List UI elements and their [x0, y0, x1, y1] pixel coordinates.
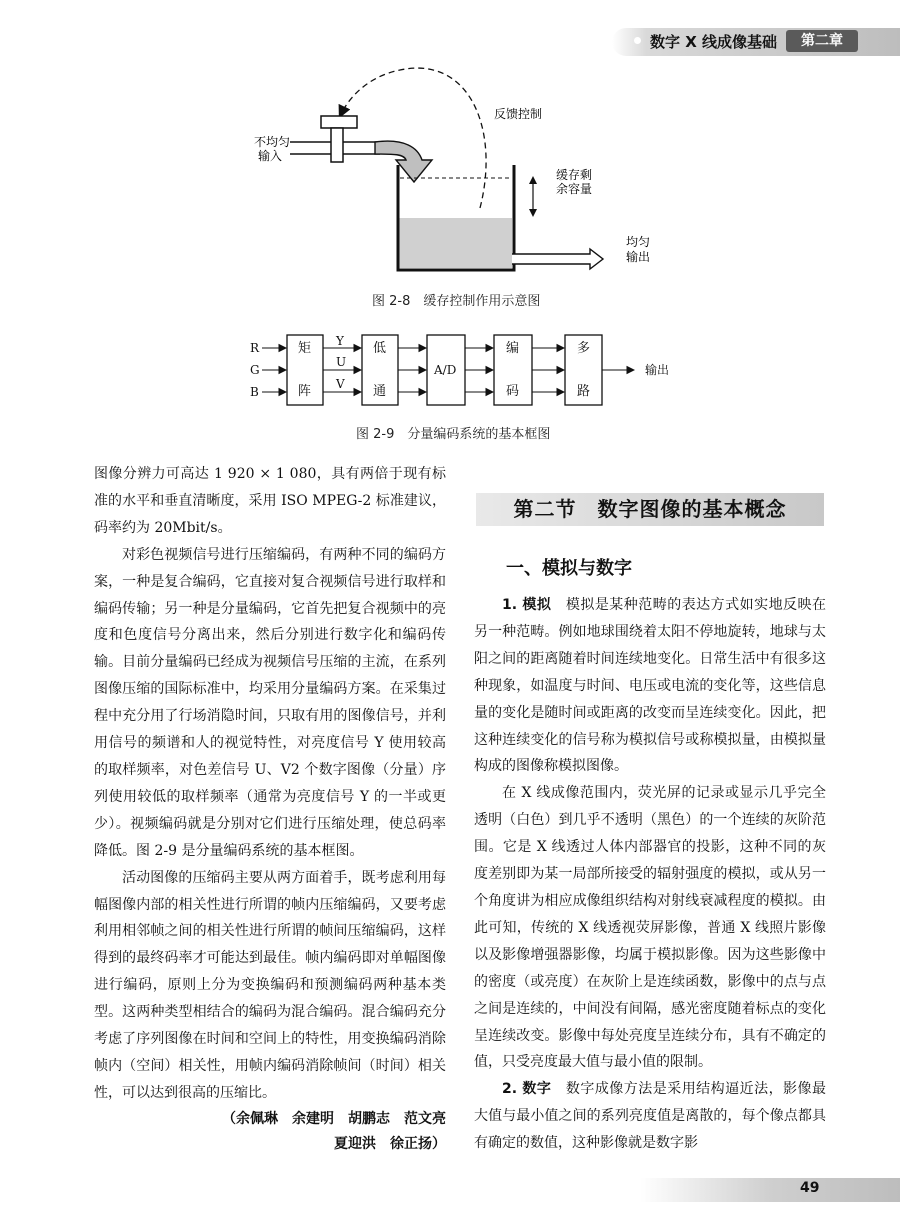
section-title: 第二节 数字图像的基本概念	[476, 493, 824, 526]
fig28-label-input-2: 输入	[258, 149, 283, 163]
right-paragraph-analog	[474, 592, 826, 780]
figure-2-9-block-diagram	[0, 330, 900, 410]
fig28-label-input-1: 不均匀	[254, 135, 291, 149]
fig29-block-encode-2: 码	[506, 384, 520, 399]
subsection-title: 一、模拟与数字	[506, 558, 632, 579]
fig29-block-lowpass-1: 低	[373, 341, 387, 356]
page-number-band	[640, 1178, 900, 1202]
fig29-signal-u: U	[336, 355, 347, 369]
fig28-label-output-2: 输出	[626, 250, 651, 264]
right-column	[474, 592, 826, 1157]
fig28-label-output-1: 均匀	[626, 235, 651, 249]
fig28-label-buffer-1: 缓存剩	[556, 168, 593, 182]
fig29-input-b: B	[250, 385, 259, 399]
fig28-label-buffer-2: 余容量	[556, 182, 593, 196]
digital-heading: 2. 数字	[502, 1081, 552, 1098]
chapter-badge: 第二章	[786, 30, 858, 52]
fig29-input-r: R	[250, 341, 260, 355]
fig28-label-feedback: 反馈控制	[494, 107, 543, 121]
fig29-signal-v: V	[336, 377, 345, 391]
fig29-block-mux-1: 多	[577, 341, 591, 356]
analog-text: 模拟是某种范畴的表达方式如实地反映在另一种范畴。例如地球围绕着太阳不停地旋转，地球与太阳之间的距离随着时间连续地变化。日常生活中有很多这种现象，如温度与时间、电压或电流的变化等，这些信息量的变化是随时间或距离的改变而呈连续变化。因此，把这种连续变化的信号称为模拟信号或称模拟量，由模拟量构成的图像称模拟图像。	[474, 597, 827, 775]
left-paragraph-2: 对彩色视频信号进行压缩编码，有两种不同的编码方案，一种是复合编码，它直接对复合视频信号进行取样和编码传输；另一种是分量编码，它首先把复合视频中的亮度和色度信号分离出来，然后分别进行数字化和编码传输。目前分量编码已经成为视频信号压缩的主流，在系列图像压缩的国际标准中，均采用分量编码方案。在采集过程中充分用了行场消隐时间，只取有用的图像信号，并利用信号的频谱和人的视觉特性，对亮度信号 Y 使用较高的取样频率，对色差信号 U、V2 个数字图像（分量）序列使用较低的取样频率（通常为亮度信号 Y 的一半或更少）。视频编码就是分别对它们进行压缩处理，使总码率降低。图 2-9 是分量编码系统的基本框图。	[94, 546, 446, 859]
right-paragraph-digital	[474, 1076, 826, 1157]
analog-heading: 1. 模拟	[502, 597, 552, 613]
fig29-block-mux-2: 路	[577, 384, 591, 399]
fig29-signal-y: Y	[336, 334, 344, 348]
authors-line-1: （余佩琳 余建明 胡鹏志 范文亮	[222, 1110, 446, 1127]
left-paragraph-3: 活动图像的压缩码主要从两方面着手，既考虑利用每幅图像内部的相关性进行所谓的帧内压缩编码，又要考虑利用相邻帧之间的相关性进行所谓的帧间压缩编码，这样得到的最终码率才可能达到最佳。帧内编码即对单幅图像进行编码，原则上分为变换编码和预测编码两种基本类型。这两种类型相结合的编码为混合编码。混合编码充分考虑了序列图像在时间和空间上的特性，用变换编码消除帧内（空间）相关性，用帧内编码消除帧间（时间）相关性，可以达到很高的压缩比。	[94, 869, 446, 1101]
left-column	[94, 461, 446, 1157]
digital-text: 数字成像方法是采用结构逼近法，影像最大值与最小值之间的系列亮度值是离散的，每个像点都具有确定的数值，这种影像就是数字影	[474, 1081, 827, 1152]
fig29-block-matrix-1: 矩	[298, 341, 312, 356]
fig29-block-encode-1: 编	[506, 341, 520, 356]
left-paragraph-1: 图像分辨力可高达 1 920 × 1 080，具有两倍于现有标准的水平和垂直清晰度，采用 ISO MPEG-2 标准建议，码率约为 20Mbit/s。	[94, 466, 446, 536]
figure-2-8-caption: 图 2-8 缓存控制作用示意图	[372, 294, 541, 309]
figure-2-9-caption: 图 2-9 分量编码系统的基本框图	[356, 427, 551, 442]
fig29-block-lowpass-2: 通	[373, 384, 387, 399]
fig29-input-g: G	[250, 363, 260, 377]
running-header-title: 数字 X 线成像基础	[650, 33, 778, 51]
authors-line-2: 夏迎洪 徐正扬）	[334, 1135, 446, 1152]
figure-2-8-buffer-diagram	[0, 60, 900, 280]
page-number: 49	[800, 1180, 820, 1196]
fig29-block-matrix-2: 阵	[298, 384, 312, 399]
right-paragraph-2: 在 X 线成像范围内，荧光屏的记录或显示几乎完全透明（白色）到几乎不透明（黑色）的一个连续的灰阶范围。它是 X 线透过人体内部器官的投影，这种不同的灰度差别即为某一局部所接受的辐射强度的模拟，或从另一个角度讲为相应成像组织结构对射线衰减程度的模拟。由此可知，传统的 X 线透视荧屏影像，普通 X 线照片影像以及影像增强器影像，均属于模拟影像。因为这些影像中的密度（或亮度）在灰阶上是连续函数，影像中的点与点之间是连续的，中间没有间隔，感光密度随着标点的变化呈连续改变。影像中每处亮度呈连续分布，具有不确定的值，只受亮度最大值与最小值的限制。	[474, 785, 826, 1071]
fig29-output: 输出	[645, 363, 670, 377]
fig29-block-ad: A/D	[434, 363, 457, 377]
header-bullet-icon	[634, 37, 641, 44]
